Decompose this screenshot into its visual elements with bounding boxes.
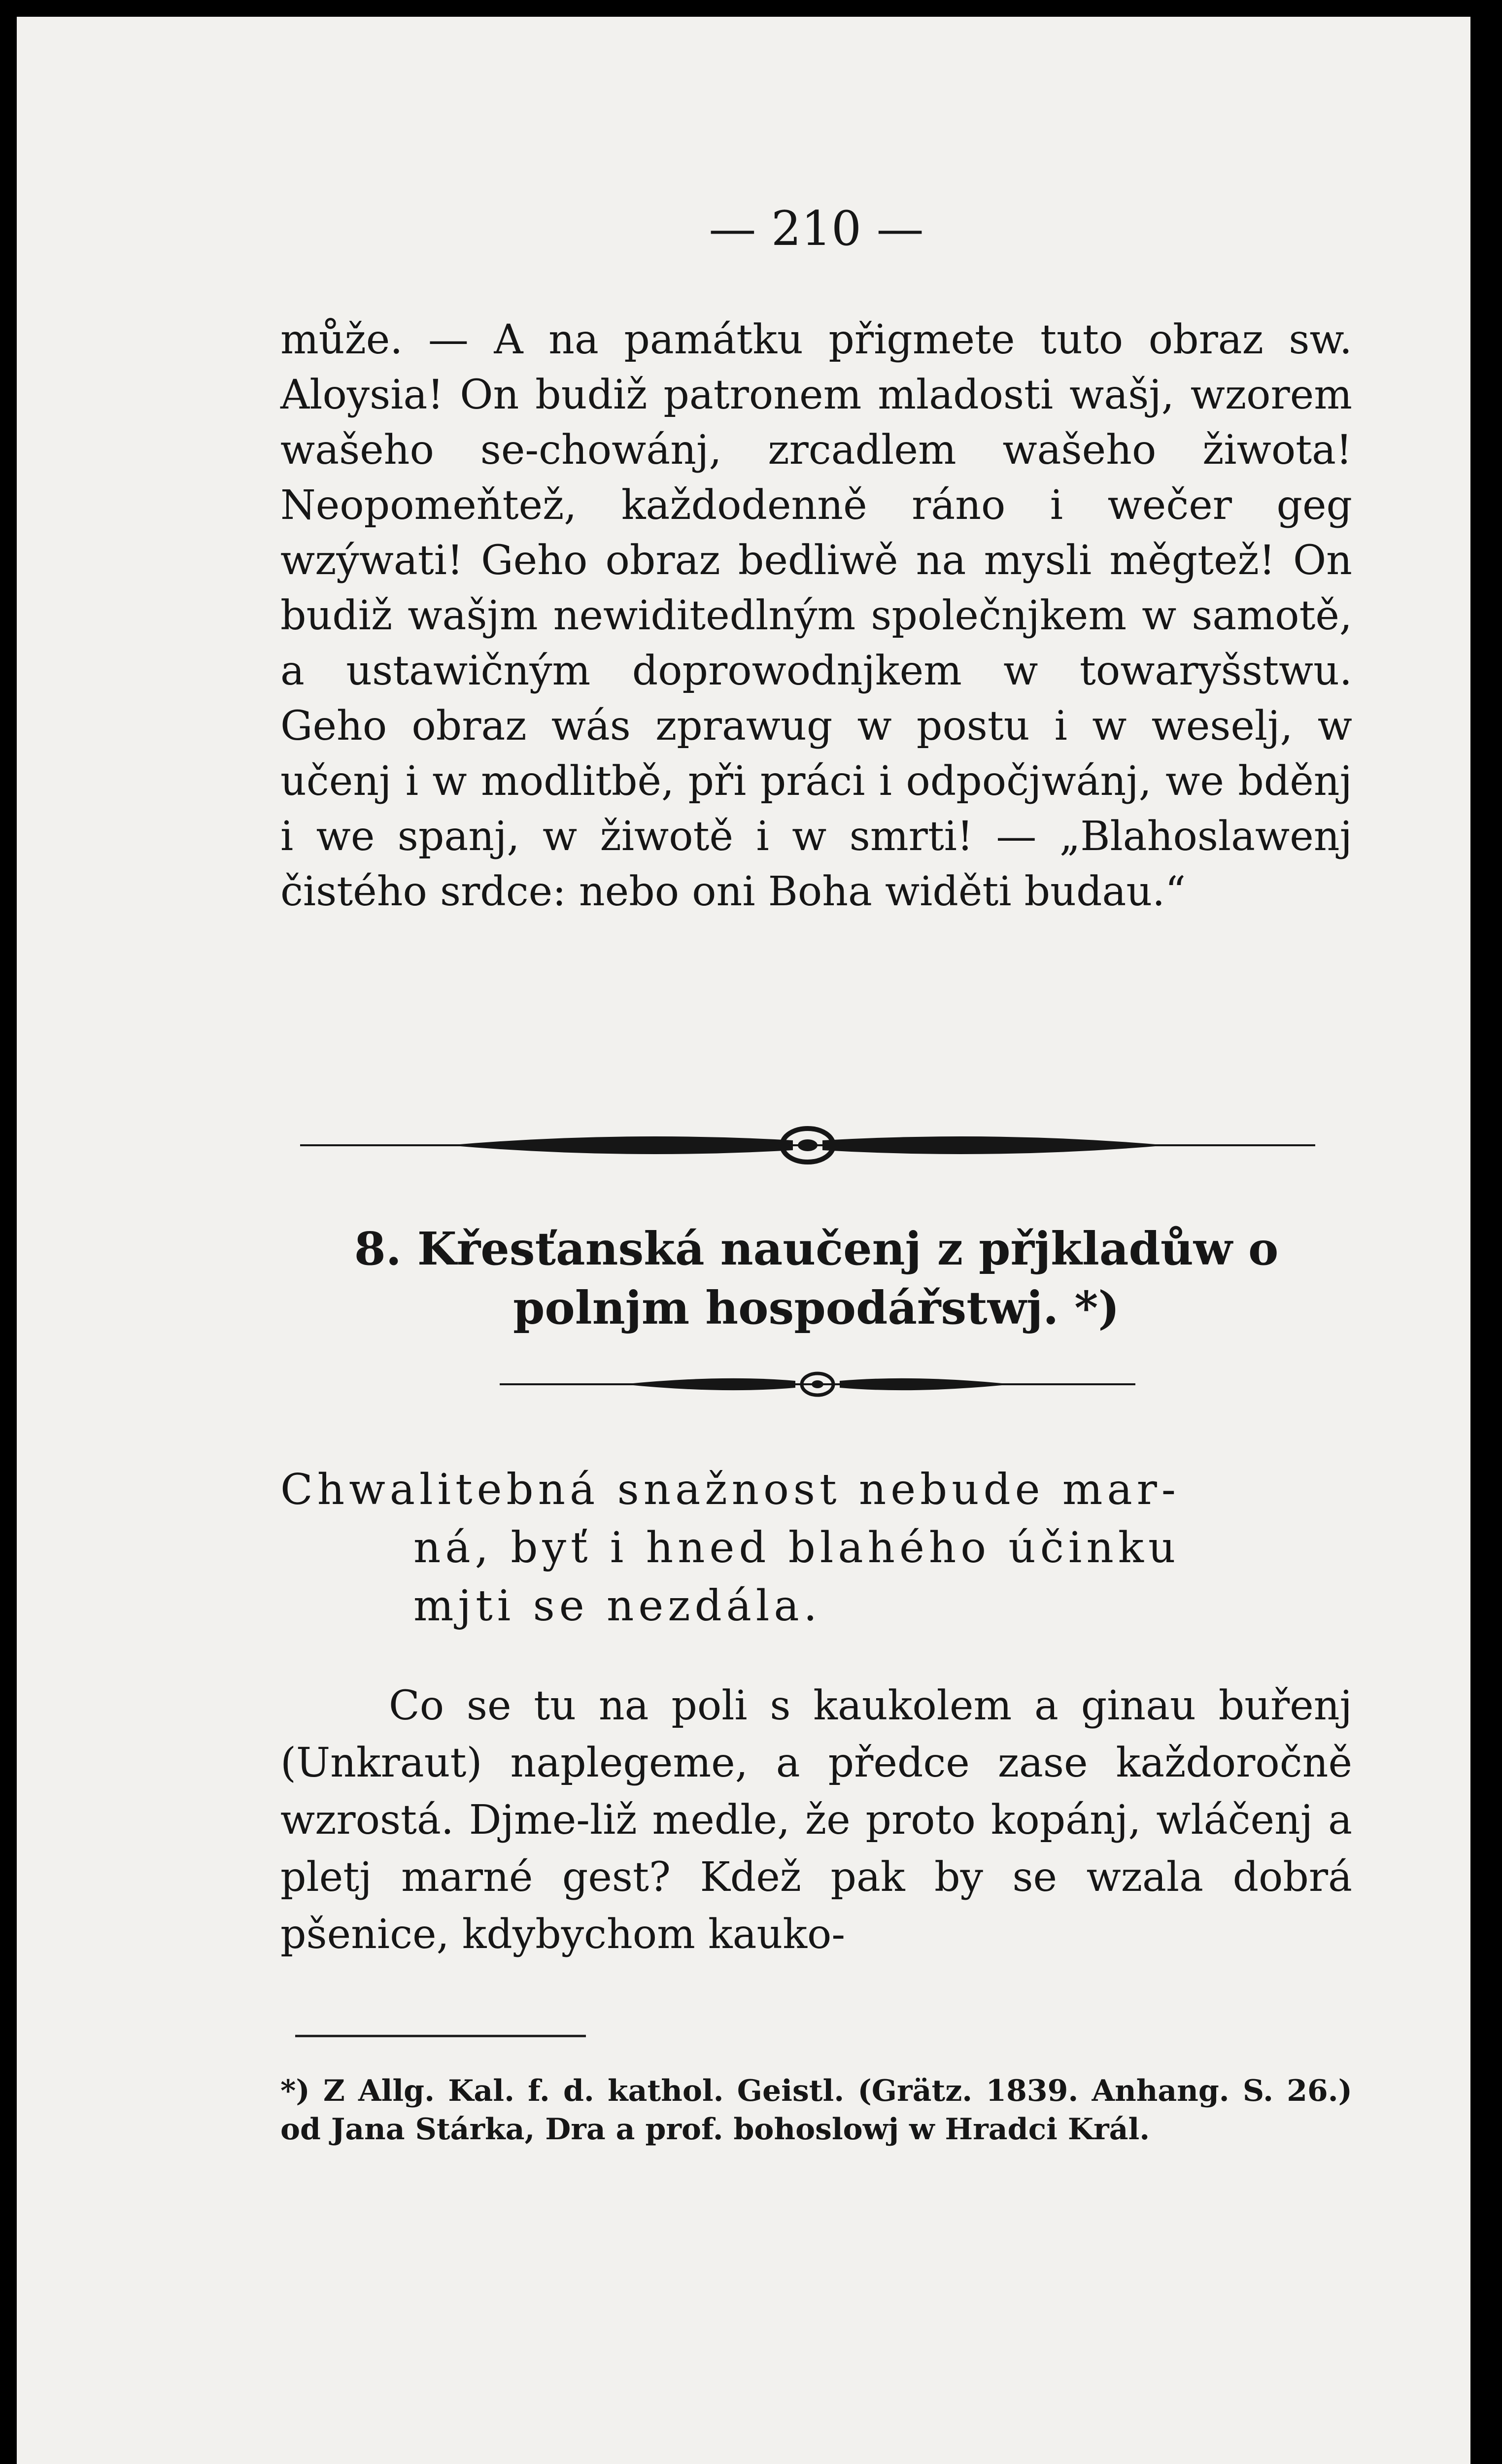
paragraph-2: Co se tu na poli s kaukolem a ginau buřenj (Unkraut) naplegeme, a předce zase každoročně wzrostá. Djme-liž medle, že proto kopánj, wláčenj a pletj marné gest? Kdež pak by se wzala dobrá pšenice, kdybychom kauko- xyxy=(280,1682,1352,1958)
ornamental-divider-top xyxy=(300,1121,1315,1170)
section-heading: 8. Křesťanská naučenj z přjkladůw o polnjm hospodářstwj. *) xyxy=(354,1222,1279,1335)
ornamental-divider-small xyxy=(500,1367,1135,1402)
page-number: — 210 — xyxy=(709,201,924,256)
motto-line-2: ná, byť i hned blahého účinku xyxy=(413,1523,1180,1573)
footnote-rule xyxy=(295,2035,586,2037)
footnote: *) Z Allg. Kal. f. d. kathol. Geistl. (Grätz. 1839. Anhang. S. 26.) od Jana Stárka, Dra a prof. bohoslowj w Hradci Král. xyxy=(280,2074,1352,2147)
motto-line-3: mjti se nezdála. xyxy=(413,1581,822,1631)
book-page xyxy=(17,17,1470,2464)
motto-line-1: Chwalitebná snažnost nebude mar- xyxy=(280,1465,1180,1514)
paragraph-1: může. — A na památku přigmete tuto obraz sw. Aloysia! On budiž patronem mladosti wašj, wzorem wašeho se-chowánj, zrcadlem wašeho žiwota! Neopomeňtež, každodenně ráno i wečer geg wzýwati! Geho obraz bedliwě na mysli měgtež! On budiž wašjm newiditedlným společnjkem w samotě, a ustawičným doprowodnjkem w towaryšstwu. Geho obraz wás zprawug w postu i w weselj, w učenj i w modlitbě, při práci i odpočjwánj, we bděnj i we spanj, w žiwotě i w smrti! — „Blahoslawenj čistého srdce: nebo oni Boha widěti budau.“ xyxy=(280,316,1352,915)
motto xyxy=(280,1461,1352,1635)
